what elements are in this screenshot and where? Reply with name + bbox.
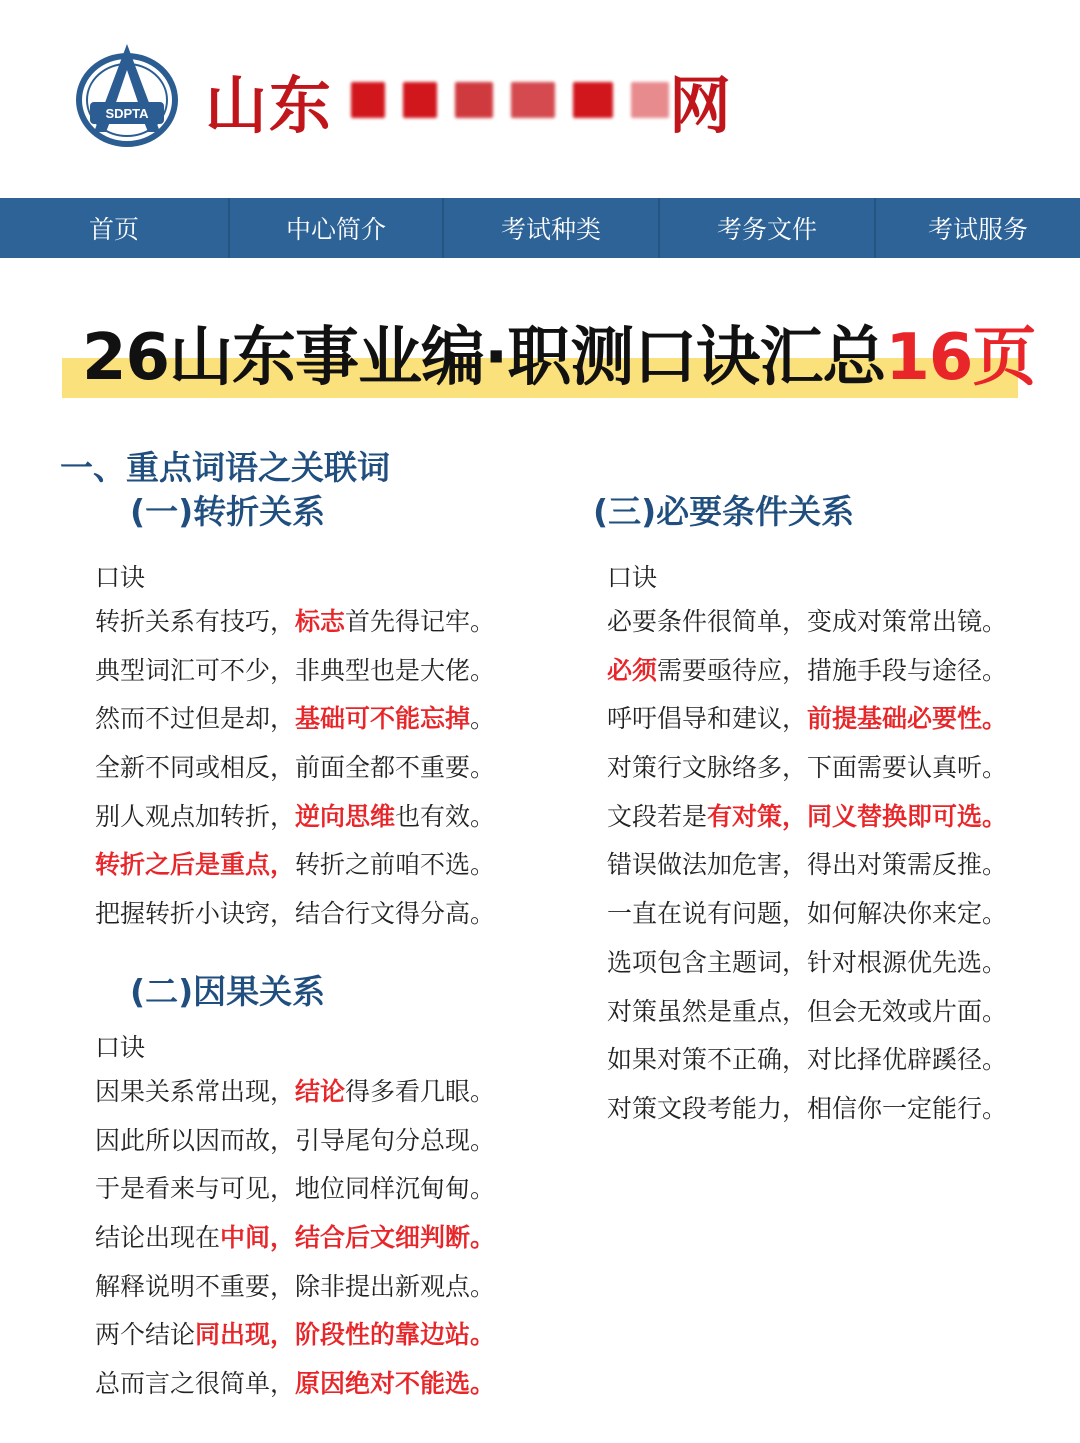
line-text: 错误做法加危害，得出对策需反推。 xyxy=(607,850,1008,880)
site-title-start: 山东 xyxy=(205,68,334,142)
mnemonic-line xyxy=(607,1085,1007,1134)
subsection-title-necessary-condition: (三)必要条件关系 xyxy=(593,492,855,531)
blurred-text-block xyxy=(351,82,385,118)
blurred-text-block xyxy=(455,82,493,118)
line-text: 总而言之很简单， xyxy=(95,1369,296,1399)
main-nav xyxy=(0,198,1080,258)
mnemonic-line xyxy=(95,598,495,647)
line-text: 然而不过但是却， xyxy=(95,704,296,734)
logo-text: SDPTA xyxy=(105,106,149,121)
page-title-count: 16页 xyxy=(885,321,1036,395)
line-text: 呼吁倡导和建议， xyxy=(607,704,808,734)
line-text: 也有效。 xyxy=(395,801,496,831)
blurred-text-block xyxy=(573,82,613,118)
highlighted-phrase: 中间，结合后文细判断。 xyxy=(220,1223,496,1253)
line-text: 文段若是 xyxy=(607,801,708,831)
mnemonic-line xyxy=(95,841,495,890)
nav-item-exam-documents[interactable]: 考务文件 xyxy=(660,198,876,258)
mnemonic-line xyxy=(95,1263,495,1312)
site-title[interactable] xyxy=(205,60,733,140)
mnemonic-line xyxy=(607,890,1007,939)
mnemonic-line xyxy=(607,793,1007,842)
blurred-text-block xyxy=(511,82,555,118)
line-text: 两个结论 xyxy=(95,1320,196,1350)
mnemonic-line xyxy=(95,1117,495,1166)
mnemonic-line xyxy=(607,647,1007,696)
mnemonic-lines-contrast xyxy=(95,598,495,939)
subsection-title-contrast: (一)转折关系 xyxy=(130,492,326,531)
line-text: 别人观点加转折， xyxy=(95,801,296,831)
highlighted-phrase: 同出现，阶段性的靠边站。 xyxy=(195,1320,496,1350)
line-text: 典型词汇可不少，非典型也是大佬。 xyxy=(95,655,496,685)
line-text: 首先得记牢。 xyxy=(345,607,496,636)
mnemonic-line xyxy=(607,695,1007,744)
mnemonic-line xyxy=(95,1068,495,1117)
site-header xyxy=(0,0,1080,198)
mnemonic-lines-causal xyxy=(95,1068,495,1409)
mnemonic-lines-necessary-condition xyxy=(607,598,1007,1134)
subsection-title-causal: (二)因果关系 xyxy=(130,972,326,1011)
line-text: 如果对策不正确，对比择优辟蹊径。 xyxy=(607,1045,1008,1075)
line-text: 。 xyxy=(470,704,496,734)
mnemonic-line xyxy=(607,1036,1007,1085)
sdpta-logo[interactable] xyxy=(76,40,178,148)
page-title xyxy=(82,306,1035,398)
line-text: 得多看几眼。 xyxy=(345,1077,496,1106)
highlighted-phrase: 标志 xyxy=(295,607,346,636)
mnemonic-line xyxy=(95,793,495,842)
mnemonic-label: 口诀 xyxy=(607,563,658,592)
line-text: 解释说明不重要，除非提出新观点。 xyxy=(95,1271,496,1301)
highlighted-phrase: 结论 xyxy=(295,1077,346,1106)
line-text: 对策文段考能力，相信你一定能行。 xyxy=(607,1093,1008,1123)
line-text: 结论出现在 xyxy=(95,1223,221,1253)
line-text: 因此所以因而故，引导尾句分总现。 xyxy=(95,1125,496,1155)
highlighted-phrase: 转折之后是重点， xyxy=(95,850,296,880)
mnemonic-line xyxy=(95,890,495,939)
nav-item-exam-services[interactable]: 考试服务 xyxy=(927,215,1028,244)
line-text: 需要亟待应，措施手段与途径。 xyxy=(657,655,1008,685)
blurred-text-block xyxy=(631,82,669,118)
line-text: 必要条件很简单，变成对策常出镜。 xyxy=(607,607,1008,636)
highlighted-phrase: 有对策，同义替换即可选。 xyxy=(707,801,1008,831)
mnemonic-line xyxy=(95,1165,495,1214)
mnemonic-line xyxy=(607,988,1007,1037)
highlighted-phrase: 基础可不能忘掉 xyxy=(295,704,471,734)
section-heading: 一、重点词语之关联词 xyxy=(60,448,390,487)
mnemonic-label: 口诀 xyxy=(95,1033,146,1062)
mnemonic-line xyxy=(607,939,1007,988)
highlighted-phrase: 逆向思维 xyxy=(295,801,396,831)
page-title-main: 26山东事业编·职测口诀汇总 xyxy=(82,321,886,395)
line-text: 因果关系常出现， xyxy=(95,1077,296,1106)
line-text: 对策虽然是重点，但会无效或片面。 xyxy=(607,996,1008,1026)
line-text: 选项包含主题词，针对根源优先选。 xyxy=(607,947,1008,977)
nav-item-home[interactable]: 首页 xyxy=(0,198,230,258)
line-text: 转折之前咱不选。 xyxy=(295,850,496,880)
mnemonic-line xyxy=(95,695,495,744)
banner xyxy=(62,300,1036,400)
line-text: 把握转折小诀窍，结合行文得分高。 xyxy=(95,899,496,929)
line-text: 对策行文脉络多，下面需要认真听。 xyxy=(607,753,1008,783)
highlighted-phrase: 原因绝对不能选。 xyxy=(295,1369,496,1399)
mnemonic-line xyxy=(95,1311,495,1360)
nav-item-exam-types[interactable]: 考试种类 xyxy=(444,198,660,258)
line-text: 于是看来与可见，地位同样沉甸甸。 xyxy=(95,1174,496,1204)
blurred-text-block xyxy=(403,82,437,118)
nav-item-about[interactable]: 中心简介 xyxy=(230,198,444,258)
mnemonic-line xyxy=(95,1214,495,1263)
mnemonic-line xyxy=(95,1360,495,1409)
line-text: 一直在说有问题，如何解决你来定。 xyxy=(607,899,1008,929)
mnemonic-line xyxy=(607,744,1007,793)
line-text: 全新不同或相反，前面全都不重要。 xyxy=(95,753,496,783)
mnemonic-line xyxy=(95,744,495,793)
mnemonic-line xyxy=(607,841,1007,890)
highlighted-phrase: 前提基础必要性。 xyxy=(807,704,1008,734)
line-text: 转折关系有技巧， xyxy=(95,607,296,636)
mnemonic-line xyxy=(607,598,1007,647)
mnemonic-label: 口诀 xyxy=(95,563,146,592)
highlighted-phrase: 必须 xyxy=(607,655,658,685)
mnemonic-line xyxy=(95,647,495,696)
site-title-end: 网 xyxy=(669,68,734,142)
